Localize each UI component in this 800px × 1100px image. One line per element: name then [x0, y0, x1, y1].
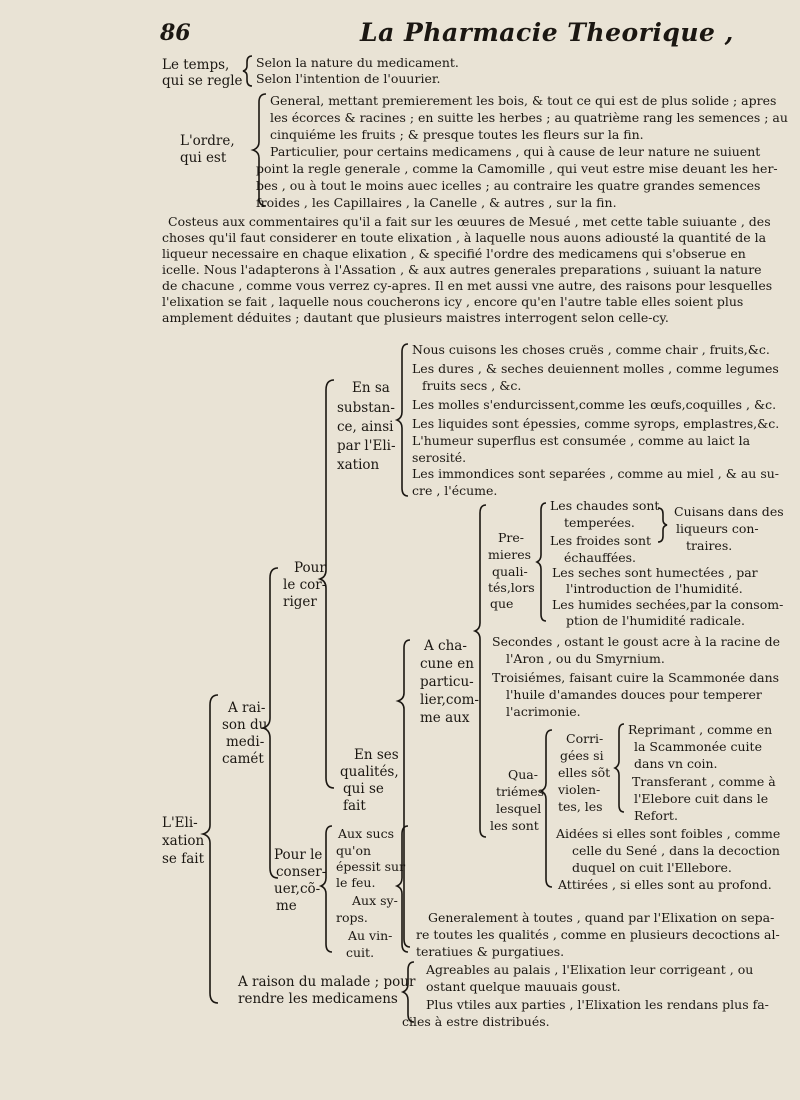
generalement-line: Generalement à toutes , quand par l'Elixation on sepa- — [428, 910, 775, 925]
page-number: 86 — [160, 20, 191, 46]
brace-cuisans — [658, 508, 667, 542]
ordre-label-2: qui est — [180, 150, 227, 166]
corrigees-label: tes, les — [558, 799, 603, 814]
cuisans-text: liqueurs con- — [676, 521, 759, 536]
paragraph-line: de chacune , comme vous verrez cy-apres. Il en met aussi vne autre, des raisons pour lesquelles — [162, 278, 773, 293]
paragraph-line: choses qu'il faut considerer en toute elixation , à laquelle nous auons adiousté la quantité de la — [162, 230, 767, 245]
corrigees-label: Corri- — [566, 731, 604, 746]
generalement-line: teratiues & purgatiues. — [416, 944, 565, 959]
conserver-item: épessit sur — [336, 859, 406, 874]
brace-malade — [403, 962, 414, 1022]
premieres-item: Les seches sont humectées , par — [552, 565, 758, 580]
qualites-label: qui se — [343, 781, 384, 797]
transferant-line: l'Elebore cuit dans le — [634, 791, 769, 806]
temps-label-1: Le temps, — [162, 57, 230, 73]
ordre-line: cinquiéme les fruits ; & presque toutes les fleurs sur la fin. — [270, 127, 644, 142]
substance-item: Nous cuisons les choses cruës , comme chair , fruits,&c. — [412, 342, 770, 357]
quatriemes-label: triémes — [496, 784, 545, 799]
corrigees-label: violen- — [558, 782, 601, 797]
conserver-label: me — [276, 898, 297, 914]
brace-medicament — [263, 568, 278, 878]
brace-substance — [397, 344, 408, 496]
running-title: La Pharmacie Theorique , — [360, 18, 734, 47]
malade-label: A raison du malade ; pour — [238, 974, 416, 990]
qualites-label: En ses — [354, 747, 399, 763]
corrigees-label: elles sõt — [558, 765, 611, 780]
root-label: xation — [162, 833, 205, 849]
raison-medicament-label: A rai- — [228, 700, 266, 716]
paragraph-line: amplement déduites ; dautant que plusieurs maistres interrogent selon celle-cy. — [162, 310, 669, 325]
qualites-label: qualités, — [340, 764, 399, 780]
ordre-line: froides , les Capillaires , la Canelle , & autres , sur la fin. — [256, 195, 617, 210]
premieres-item: Les humides sechées,par la consom- — [552, 597, 784, 612]
substance-item: L'humeur superflus est consumée , comme au laict la — [412, 433, 751, 448]
ordre-label-1: L'ordre, — [180, 133, 235, 149]
raison-medicament-label: camét — [222, 751, 264, 767]
brace-quatriemes — [541, 730, 552, 887]
raison-medicament-label: son du — [222, 717, 268, 733]
premieres-pair-item: échauffées. — [564, 550, 637, 565]
ordre-line: General, mettant premierement les bois, & tout ce qui est de plus solide ; apres — [270, 93, 777, 108]
substance-label: par l'Eli- — [337, 438, 396, 454]
substance-item: Les molles s'endurcissent,comme les œufs,coquilles , &c. — [412, 397, 777, 412]
conserver-item: Aux sy- — [352, 893, 398, 908]
premieres-pair-item: Les chaudes sont — [550, 498, 660, 513]
brace-corrigees — [615, 724, 624, 812]
conserver-label: conser- — [276, 864, 327, 880]
conserver-label: uer,cõ- — [274, 881, 321, 897]
cuisans-text: traires. — [686, 538, 733, 553]
corriger-label: riger — [283, 594, 317, 610]
reprimant-line: dans vn coin. — [634, 756, 718, 771]
corrigees-label: gées si — [560, 748, 604, 763]
substance-label: xation — [337, 457, 380, 473]
conserver-item: Au vin- — [348, 928, 393, 943]
ordre-line: point la regle generale , comme la Camomille , qui veut estre mise deuant les her- — [256, 161, 778, 176]
premieres-label: que — [490, 596, 514, 611]
corriger-label: le cor- — [283, 577, 327, 593]
brace-conserver — [321, 826, 332, 952]
substance-item: fruits secs , &c. — [422, 378, 522, 393]
premieres-item: ption de l'humidité radicale. — [566, 613, 745, 628]
secondes-line: l'Aron , ou du Smyrnium. — [506, 651, 665, 666]
premieres-label: quali- — [492, 564, 528, 579]
temps-item: Selon la nature du medicament. — [256, 55, 459, 70]
paragraph-line: icelle. Nous l'adapterons à l'Assation , & aux autres generales preparations , suiuant la nature — [162, 262, 762, 277]
premieres-label: Pre- — [498, 530, 525, 545]
premieres-pair-item: Les froides sont — [550, 533, 652, 548]
premieres-item: l'introduction de l'humidité. — [566, 581, 743, 596]
conserver-item: rops. — [336, 910, 368, 925]
attirees-line: Attirées , si elles sont au profond. — [558, 877, 772, 892]
chacune-label: A cha- — [424, 638, 467, 654]
aidees-line: Aidées si elles sont foibles , comme — [556, 826, 781, 841]
raison-medicament-label: medi- — [226, 734, 265, 750]
conserver-item: le feu. — [336, 875, 376, 890]
substance-label: substan- — [337, 400, 395, 416]
premieres-label: mieres — [488, 547, 532, 562]
transferant-line: Transferant , comme à — [632, 774, 776, 789]
malade-item: Agreables au palais , l'Elixation leur corrigeant , ou — [426, 962, 754, 977]
secondes-line: Secondes , ostant le goust acre à la racine de — [492, 634, 780, 649]
conserver-label: Pour le — [274, 847, 323, 863]
substance-item: cre , l'écume. — [412, 483, 498, 498]
brace-generalement — [397, 826, 408, 952]
substance-item: serosité. — [412, 450, 467, 465]
transferant-line: Refort. — [634, 808, 678, 823]
malade-item: ostant quelque mauuais goust. — [426, 979, 621, 994]
substance-label: En sa — [352, 380, 390, 396]
brace-corriger — [320, 380, 334, 788]
quatriemes-label: lesquel — [496, 801, 542, 816]
brace-ordre — [253, 94, 266, 206]
aidees-line: celle du Sené , dans la decoction — [572, 843, 780, 858]
chacune-label: me aux — [420, 710, 470, 726]
root-label: se fait — [162, 851, 204, 867]
brace-premieres — [537, 503, 546, 621]
premieres-label: tés,lors — [488, 580, 535, 595]
ordre-line: les écorces & racines ; en suitte les herbes ; au quatrième rang les semences ; au — [270, 110, 788, 125]
premieres-pair-item: temperées. — [564, 515, 635, 530]
paragraph-line: Costeus aux commentaires qu'il a fait sur les œuures de Mesué , met cette table suiuante , des — [168, 214, 771, 229]
malade-label: rendre les medicamens — [238, 991, 398, 1007]
substance-item: Les liquides sont épessies, comme syrops, emplastres,&c. — [412, 416, 780, 431]
ordre-line: bes , ou à tout le moins auec icelles ; au contraire les quatre grandes semences — [256, 178, 761, 193]
aidees-line: duquel on cuit l'Ellebore. — [572, 860, 732, 875]
corriger-label: Pour — [294, 560, 326, 576]
substance-item: Les immondices sont separées , comme au miel , & au su- — [412, 466, 780, 481]
chacune-label: lier,com- — [420, 692, 479, 708]
qualites-label: fait — [343, 798, 366, 814]
brace-root — [203, 695, 218, 1003]
troisiemes-line: l'huile d'amandes douces pour temperer — [506, 687, 762, 702]
troisiemes-line: l'acrimonie. — [506, 704, 581, 719]
chacune-label: particu- — [420, 674, 474, 690]
brace-qualites — [398, 640, 410, 947]
brace-temps — [243, 56, 252, 86]
quatriemes-label: Qua- — [508, 767, 538, 782]
substance-label: ce, ainsi — [337, 419, 394, 435]
temps-item: Selon l'intention de l'ouurier. — [256, 71, 441, 86]
reprimant-line: la Scammonée cuite — [634, 739, 762, 754]
paragraph-line: l'elixation se fait , laquelle nous coucherons icy , encore qu'en l'autre table elles soient plus — [162, 294, 744, 309]
malade-item: ciles à estre distribués. — [402, 1014, 550, 1029]
conserver-item: Aux sucs — [338, 826, 394, 841]
troisiemes-line: Troisiémes, faisant cuire la Scammonée dans — [492, 670, 780, 685]
malade-item: Plus vtiles aux parties , l'Elixation les rendans plus fa- — [426, 997, 769, 1012]
brace-chacune — [475, 505, 486, 837]
conserver-item: cuit. — [346, 945, 375, 960]
temps-label-2: qui se regle — [162, 73, 243, 89]
root-label: L'Eli- — [162, 815, 198, 831]
substance-item: Les dures , & seches deuiennent molles , comme legumes — [412, 361, 779, 376]
conserver-item: qu'on — [336, 843, 372, 858]
generalement-line: re toutes les qualités , comme en plusieurs decoctions al- — [416, 927, 780, 942]
quatriemes-label: les sont — [490, 818, 539, 833]
ordre-line: Particulier, pour certains medicamens , qui à cause de leur nature ne suiuent — [270, 144, 761, 159]
reprimant-line: Reprimant , comme en — [628, 722, 773, 737]
chacune-label: cune en — [420, 656, 474, 672]
paragraph-line: liqueur necessaire en chaque elixation , & specifié l'ordre des medicamens qui s'obserue en — [162, 246, 746, 261]
cuisans-text: Cuisans dans des — [674, 504, 784, 519]
